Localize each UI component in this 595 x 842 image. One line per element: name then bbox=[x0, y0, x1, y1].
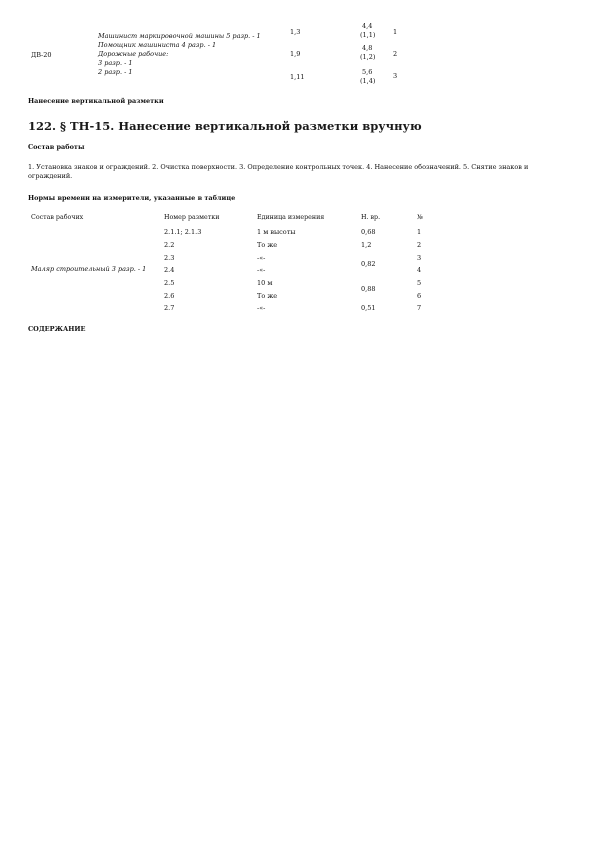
rate-value: 5,6 bbox=[362, 68, 373, 76]
mark-cell: 2.3 bbox=[164, 254, 175, 262]
mark-cell: 2.6 bbox=[164, 292, 175, 300]
mark-cell: 2.4 bbox=[164, 266, 175, 274]
num-cell: 5 bbox=[417, 279, 422, 287]
num-cell: 2 bbox=[417, 241, 422, 249]
crew-line: Помощник машиниста 4 разр. - 1 bbox=[98, 41, 217, 49]
rate-sub: (1,2) bbox=[360, 53, 376, 61]
unit-cell: 1 м высоты bbox=[257, 228, 296, 236]
unit-cell: То же bbox=[257, 292, 278, 300]
col-header-crew: Состав рабочих bbox=[31, 214, 84, 221]
norm-title: Нормы времени на измерители, указанные в таблице bbox=[28, 194, 236, 202]
rate-sub: (1,1) bbox=[360, 31, 376, 39]
num-cell: 3 bbox=[417, 254, 422, 262]
rate-sub: (1,4) bbox=[360, 77, 376, 85]
crew-cell: Маляр строительный 3 разр. - 1 bbox=[31, 265, 147, 273]
col-header-num: № bbox=[417, 214, 423, 221]
time-norm: 1,3 bbox=[290, 28, 301, 36]
row-number: 2 bbox=[393, 50, 398, 58]
norm-cell: 0,51 bbox=[361, 304, 376, 312]
mark-cell: 2.1.1; 2.1.3 bbox=[164, 228, 202, 236]
time-norm: 1,9 bbox=[290, 50, 301, 58]
col-header-unit: Единица измерения bbox=[257, 214, 325, 221]
row-number: 1 bbox=[393, 28, 398, 36]
mark-cell: 2.5 bbox=[164, 279, 175, 287]
crew-line: Машинист маркировочной машины 5 разр. - 1 bbox=[98, 32, 261, 40]
num-cell: 7 bbox=[417, 304, 422, 312]
num-cell: 4 bbox=[417, 266, 422, 274]
work-composition-title: Состав работы bbox=[28, 143, 85, 151]
norm-cell-merged: 0,88 bbox=[361, 285, 376, 293]
crew-line: 2 разр. - 1 bbox=[98, 68, 133, 76]
mark-cell: 2.7 bbox=[164, 304, 175, 312]
unit-cell: То же bbox=[257, 241, 278, 249]
rate-value: 4,8 bbox=[362, 44, 373, 52]
time-norm: 1,11 bbox=[290, 73, 305, 81]
section-label: Нанесение вертикальной разметки bbox=[28, 97, 164, 105]
norm-cell: 0,68 bbox=[361, 228, 376, 236]
norm-cell: 1,2 bbox=[361, 241, 372, 249]
work-composition-text: 1. Установка знаков и ограждений. 2. Очистка поверхности. 3. Определение контрольных точек. 4. Нанесение обозначений. 5. Снятие знаков и ограждений. bbox=[28, 163, 529, 180]
unit-cell: -«- bbox=[257, 254, 266, 262]
unit-cell: 10 м bbox=[257, 279, 273, 287]
crew-line: Дорожные рабочие: bbox=[98, 50, 169, 58]
num-cell: 6 bbox=[417, 292, 422, 300]
work-code: ДВ-20 bbox=[31, 51, 52, 59]
rate-value: 4,4 bbox=[362, 22, 373, 30]
unit-cell: -«- bbox=[257, 304, 266, 312]
row-number: 3 bbox=[393, 72, 398, 80]
norm-cell-merged: 0,82 bbox=[361, 260, 376, 268]
col-header-norm: Н. вр. bbox=[361, 214, 381, 221]
crew-line: 3 разр. - 1 bbox=[98, 59, 133, 67]
mark-cell: 2.2 bbox=[164, 241, 175, 249]
page-title: 122. § ТН-15. Нанесение вертикальной разметки вручную bbox=[28, 119, 422, 133]
unit-cell: -«- bbox=[257, 266, 266, 274]
col-header-mark: Номер разметки bbox=[164, 214, 220, 221]
num-cell: 1 bbox=[417, 228, 422, 236]
contents-link[interactable]: СОДЕРЖАНИЕ bbox=[28, 325, 86, 333]
